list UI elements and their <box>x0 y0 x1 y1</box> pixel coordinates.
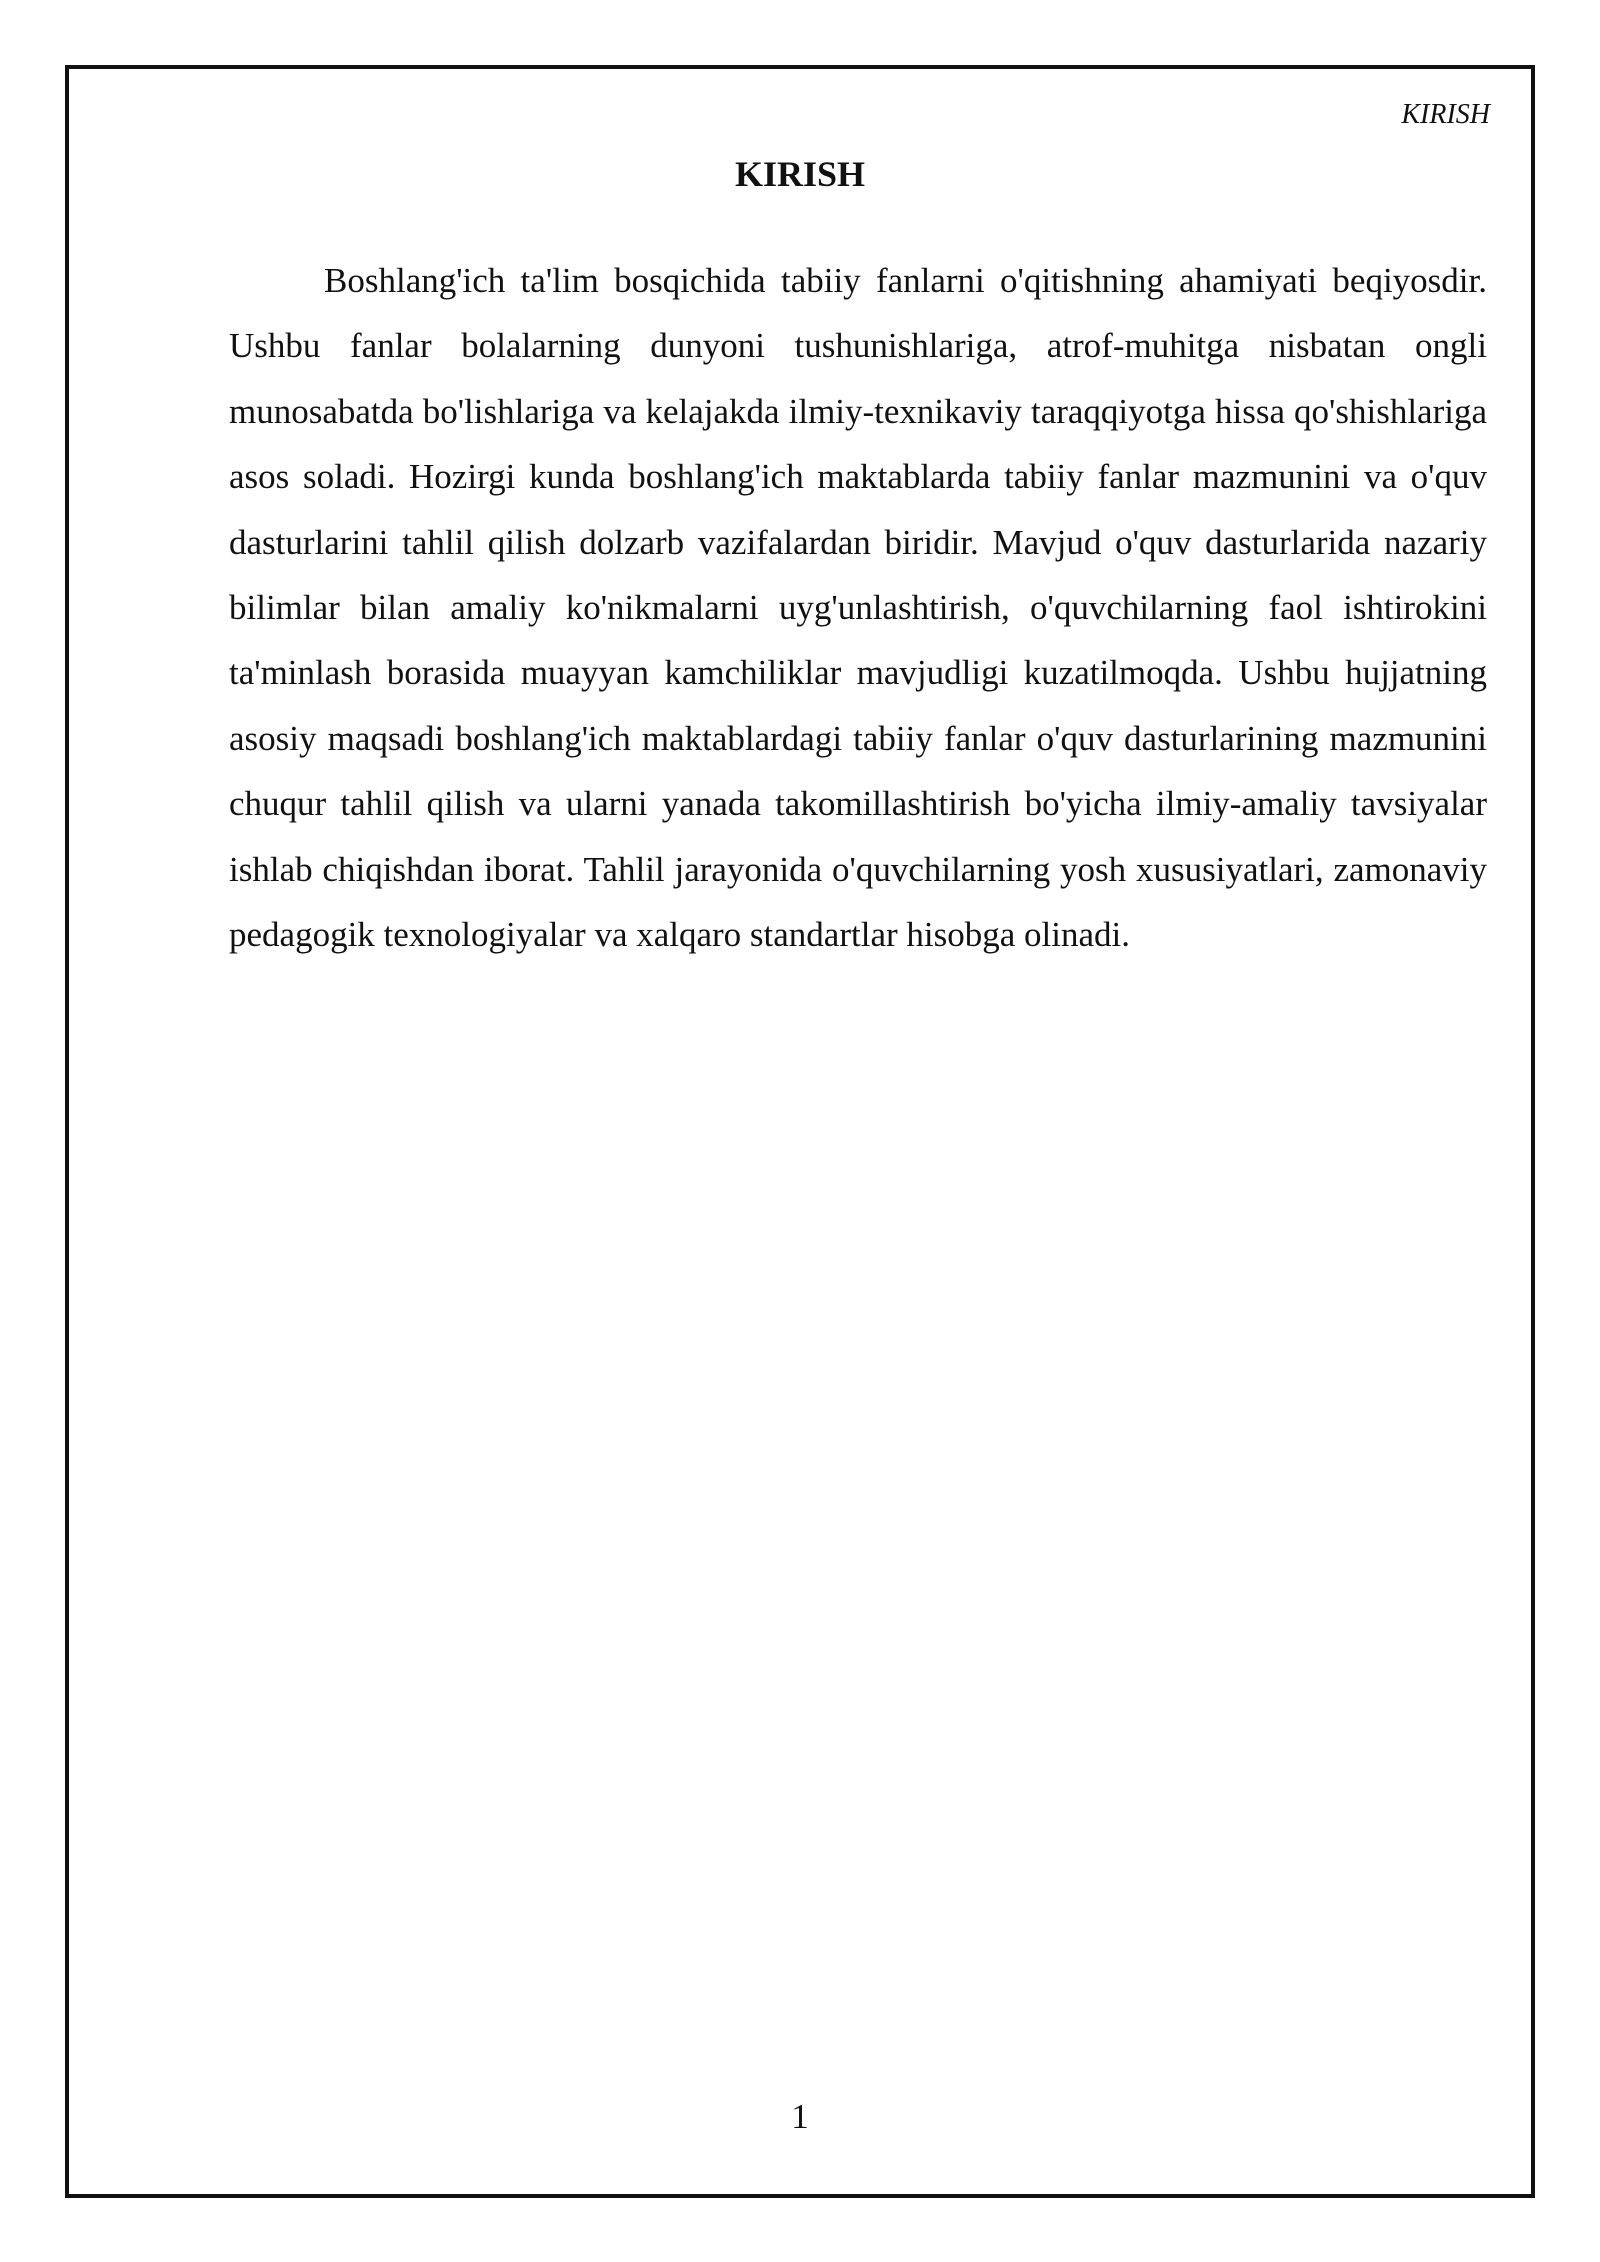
body-paragraph: Boshlang'ich ta'lim bosqichida tabiiy fanlarni o'qitishning ahamiyati beqiyosdir. Ushbu fanlar bolalarning dunyoni tushunishlariga, atrof-muhitga nisbatan ongli munosabatda bo'lishlariga va kelajakda ilmiy-texnikaviy taraqqiyotga hissa qo'shishlariga asos soladi. Hozirgi kunda boshlang'ich maktablarda tabiiy fanlar mazmunini va o'quv dasturlarini tahlil qilish dolzarb vazifalardan biridir. Mavjud o'quv dasturlarida nazariy bilimlar bilan amaliy ko'nikmalarni uyg'unlashtirish, o'quvchilarning faol ishtirokini ta'minlash borasida muayyan kamchiliklar mavjudligi kuzatilmoqda. Ushbu hujjatning asosiy maqsadi boshlang'ich maktablardagi tabiiy fanlar o'quv dasturlarining mazmunini chuqur tahlil qilish va ularni yanada takomillashtirish bo'yicha ilmiy-amaliy tavsiyalar ishlab chiqishdan iborat. Tahlil jarayonida o'quvchilarning yosh xususiyatlari, zamonaviy pedagogik texnologiyalar va xalqaro standartlar hisobga olinadi. <box>229 261 1487 955</box>
page-number: 1 <box>791 2097 809 2136</box>
running-header: KIRISH <box>1401 99 1490 130</box>
page-title: KIRISH <box>734 154 866 194</box>
